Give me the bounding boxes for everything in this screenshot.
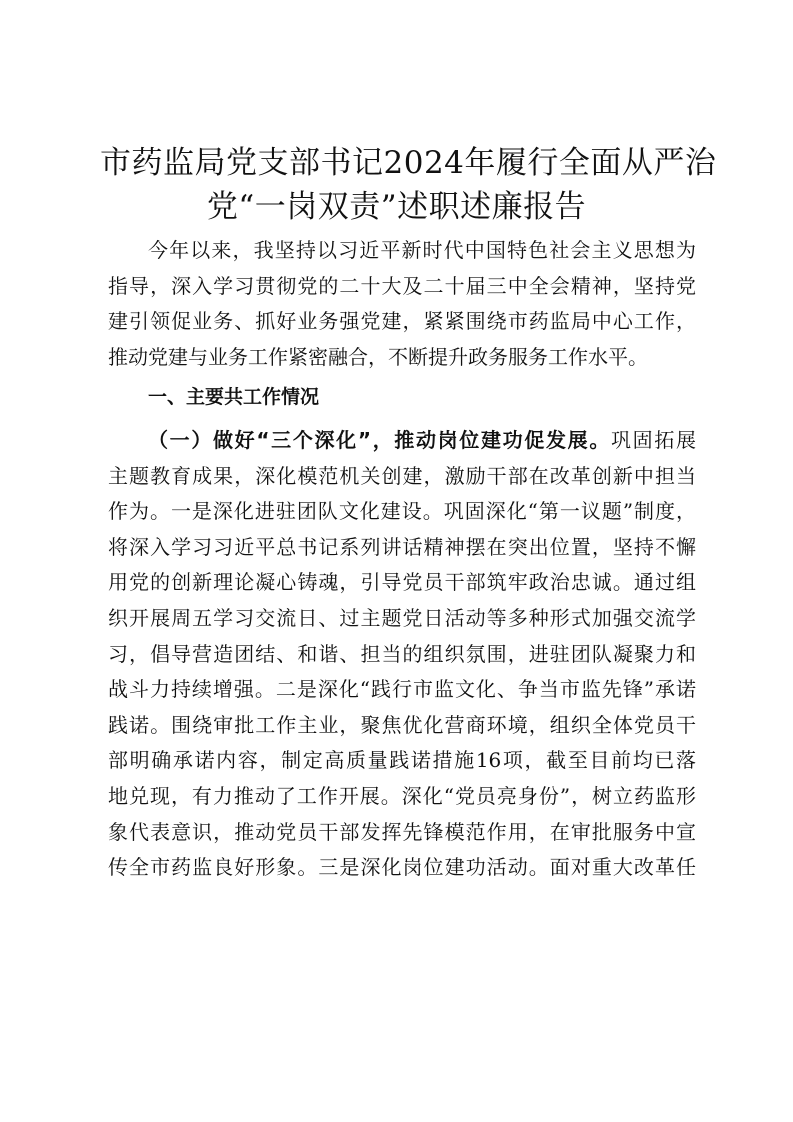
body-line: 用党的创新理论凝心铸魂，引导党员干部筑牢政治忠诚。通过组	[108, 570, 696, 595]
body-line: 践诺。围绕审批工作主业，聚焦优化营商环境，组织全体党员干	[108, 712, 696, 737]
body-line: 将深入学习习近平总书记系列讲话精神摆在突出位置，坚持不懈	[108, 534, 696, 559]
intro-line: 今年以来，我坚持以习近平新时代中国特色社会主义思想为	[148, 238, 696, 262]
subsection-first-line-text: 巩固拓展	[611, 428, 697, 452]
body-line: 织开展周五学习交流日、过主题党日活动等多种形式加强交流学	[108, 605, 696, 630]
intro-line: 建引领促业务、抓好业务强党建，紧紧围绕市药监局中心工作，	[108, 309, 696, 334]
section-heading: 一、主要共工作情况	[148, 386, 320, 408]
body-line: 习，倡导营造团结、和谐、担当的组织氛围，进驻团队凝聚力和	[108, 641, 696, 666]
intro-paragraph	[108, 233, 696, 375]
body-line: 主题教育成果，深化模范机关创建，激励干部在改革创新中担当	[108, 463, 696, 488]
subsection-first-line	[108, 423, 696, 459]
body-line: 部明确承诺内容，制定高质量践诺措施16项，截至目前均已落	[108, 748, 696, 773]
document-title-line-1: 市药监局党支部书记2024年履行全面从严治	[100, 145, 717, 181]
body-line: 地兑现，有力推动了工作开展。深化“党员亮身份”，树立药监形	[108, 783, 696, 808]
body-line: 象代表意识，推动党员干部发挥先锋模范作用，在审批服务中宣	[108, 819, 696, 844]
section1-paragraph	[108, 423, 696, 886]
body-line: 传全市药监良好形象。三是深化岗位建功活动。面对重大改革任	[108, 855, 696, 880]
body-line: 作为。一是深化进驻团队文化建设。巩固深化“第一议题”制度，	[108, 499, 696, 524]
intro-line: 指导，深入学习贯彻党的二十大及二十届三中全会精神，坚持党	[108, 273, 696, 298]
intro-line: 推动党建与业务工作紧密融合，不断提升政务服务工作水平。	[108, 344, 648, 369]
subsection-heading: （一）做好“三个深化”，推动岗位建功促发展。	[148, 428, 611, 452]
document-title-line-2: 党“一岗双责”述职述廉报告	[206, 189, 587, 225]
body-line: 战斗力持续增强。二是深化“践行市监文化、争当市监先锋”承诺	[108, 677, 696, 702]
